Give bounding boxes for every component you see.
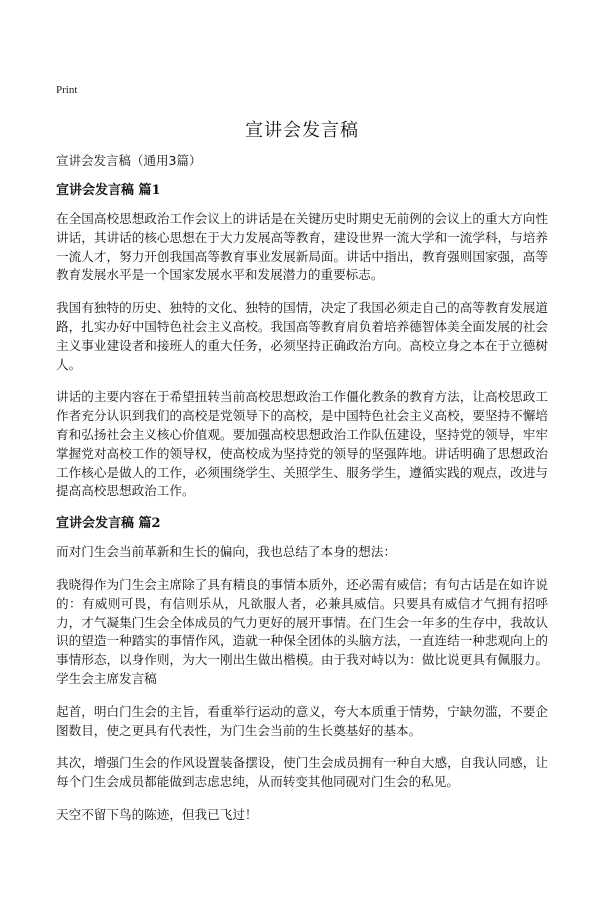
- paragraph: 其次，增强门生会的作风设置装备摆设，使门生会成员拥有一种自大感，自我认同感，让每个门生会成员都能做到志虑忠纯，从而转变其他同砚对门生会的私见。: [56, 755, 548, 790]
- document-body: [56, 152, 548, 839]
- section-heading: 宣讲会发言稿 篇1: [56, 183, 161, 198]
- paragraph: 在全国高校思想政治工作会议上的讲话是在关键历史时期史无前例的会议上的重大方向性讲话，其讲话的核心思想在于大力发展高等教育，建设世界一流大学和一流学科，与培养一流人才，努力开创我国高等教育事业发展新局面。讲话中指出，教育强则国家强，高等教育发展水平是一个国家发展水平和发展潜力的重要标志。: [56, 211, 548, 283]
- document-subtitle: 宣讲会发言稿（通用3篇）: [56, 153, 202, 168]
- section-1: [56, 182, 548, 501]
- paragraph: 而对门生会当前革新和生长的偏向，我也总结了本身的想法：: [56, 544, 397, 560]
- section-heading: 宣讲会发言稿 篇2: [56, 516, 161, 532]
- paragraph: 起首，明白门生会的主旨，看重举行运动的意义，夸大本质重于情势，宁缺勿滥，不要企图数目，使之更具有代表性，为门生会当前的生长奠基好的基本。: [56, 703, 548, 738]
- print-label: Print: [56, 84, 78, 96]
- paragraph: 我国有独特的历史、独特的文化、独特的国情，决定了我国必须走自己的高等教育发展道路，扎实办好中国特色社会主义高校。我国高等教育肩负着培养德智体美全面发展的社会主义事业建设者和接班人的重大任务，必须坚持正确政治方向。高校立身之本在于立德树人。: [56, 300, 548, 372]
- section-2: [56, 515, 548, 825]
- paragraph: 我晓得作为门生会主席除了具有精良的事情本质外，还必需有威信；有句古话是在如许说的：有威则可畏，有信则乐从，凡欲服人者，必兼具威信。只要具有威信才气拥有招呼力，才气凝集门生会全体成员的气力更好的展开事情。在门生会一年多的生存中，我故认识的望造一种踏实的事情作风，造就一种保全团体的头脑方法，一直连结一种悲观向上的事情形态，以身作则，为大一刚出生做出楷模。由于我对峙以为：做比说更具有佩服力。学生会主席发言稿: [56, 576, 548, 686]
- document-title: 宣讲会发言稿: [245, 120, 359, 141]
- paragraph: 天空不留下鸟的陈迹，但我已飞过！: [56, 806, 258, 822]
- paragraph: 讲话的主要内容在于希望扭转当前高校思想政治工作僵化教条的教育方法，让高校思政工作者充分认识到我们的高校是党领导下的高校，是中国特色社会主义高校，要坚持不懈培育和弘扬社会主义核心价值观。要加强高校思想政治工作队伍建设，坚持党的领导，牢牢掌握党对高校工作的领导权，使高校成为坚持党的领导的坚强阵地。讲话明确了思想政治工作核心是做人的工作，必须围绕学生、关照学生、服务学生，遵循实践的观点，改进与提高高校思想政治工作。: [56, 389, 548, 499]
